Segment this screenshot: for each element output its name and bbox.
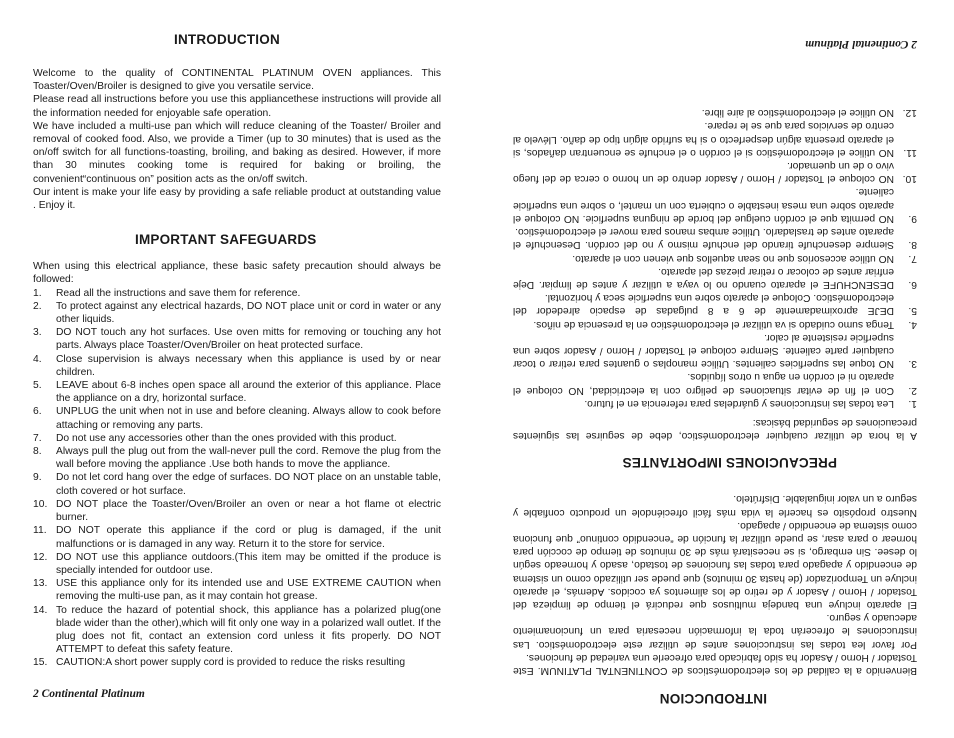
item-text: Always pull the plug out from the wall-never pull the cord. Remove the plug from the wall before moving the appliance .Use both hands to move the appliance. <box>56 446 441 471</box>
item-text: CAUTION:A short power supply cord is provided to reduce the risks resulting <box>56 657 406 669</box>
right-page <box>477 0 954 738</box>
list-item <box>513 119 917 159</box>
list-item <box>33 353 441 379</box>
upside-down-content <box>477 0 954 738</box>
list-item <box>513 159 917 185</box>
item-text: DO NOT use this appliance outdoors.(This item may be omitted if the produce is specially intended for outdoor use. <box>56 551 441 576</box>
list-item <box>33 405 441 431</box>
item-text: To protect against any electrical hazards, DO NOT place unit or cord in water or any other liquids. <box>56 300 441 326</box>
page-folio: 2 Continental Platinum <box>805 38 917 50</box>
list-item <box>33 326 441 352</box>
item-number: 8. <box>33 446 42 458</box>
item-text: DO NOT touch any hot surfaces. Use oven mitts for removing or touching any hot parts. Always place Toaster/Oven/Broiler on heat protected surface. <box>56 327 441 352</box>
item-number: 7. <box>33 432 42 444</box>
item-text: NO utilice el electrodoméstico al aire libre. <box>701 107 894 119</box>
item-number: 9. <box>33 472 42 484</box>
list-item <box>33 287 441 300</box>
item-text: Do not use any accessories other than the ones provided with this product. <box>56 432 397 444</box>
list-item <box>33 379 441 405</box>
list-item <box>513 331 917 371</box>
item-text: To reduce the hazard of potential shock, this appliance has a polarized plug(one blade wider than the other),which will fit only one way in a polarized wall outlet. If the plug does not fit, contact an extension cord unless it fits properly. DO NOT ATTEMPT to defeat this safety feature. <box>56 604 441 656</box>
list-item <box>513 225 917 251</box>
item-text: DO NOT operate this appliance if the cord or plug is damaged, if the unit malfunctions or is damaged in any way. Return it to the store for service. <box>56 525 441 550</box>
item-text: DESENCHUFE el aparato cuando no lo vaya a utilizar y antes de limpiar. Deje enfriar antes de colocar o retirar piezas del aparato. <box>513 265 894 290</box>
precauciones-list <box>513 106 917 410</box>
item-text: Tenga sumo cuidado si va utilizar el electrodoméstico en la presencia de niños. <box>533 318 894 330</box>
item-number: 6. <box>33 406 42 418</box>
safeguards-body <box>33 260 441 669</box>
intro-paragraph: Please read all instructions before you use this appliancethese instructions will provide all the information needed for enjoyable safe operation. <box>33 94 441 119</box>
item-number: 1. <box>33 287 42 299</box>
item-number: 2. <box>908 384 917 396</box>
item-text: NO toque las superficies calientes. Utilice manoplas o guantes para retirar o tocar cualquier parte caliente. Siempre coloque el Tostador / Horno / Asador sobre una superficie resistente al calor. <box>513 331 894 370</box>
list-item <box>513 185 917 225</box>
list-item <box>33 445 441 471</box>
item-text: USE this appliance only for its intended use and USE EXTREME CAUTION when removing the multi-use pan, as it may contain hot grease. <box>56 578 441 603</box>
intro-paragraph: El aparato incluye una bandeja multiusos que reducirá el tiempo de limpieza del Tostador / Horno / Asador y de retiro de los alimentos ya cocidos. Además, el aparato incluye un Temporizador (de hasta 30 minutos) que puede ser utilizado como un sistema de encendido y apagado para todas las funciones de tostado, asado y horneado según lo desee. Sin embargo, si se necesitará más de 30 minutos de tiempo de cocción para hornear o para asar, se puede utilizar la función de “encendido continuo” que funciona como sistema de encendido / apagado. <box>513 519 917 610</box>
list-item <box>513 370 917 396</box>
item-text: NO utilice accesorios que no sean aquellos que vienen con el aparato. <box>572 252 894 264</box>
item-number: 1. <box>908 397 917 409</box>
item-number: 4. <box>33 353 42 365</box>
item-number: 6. <box>908 278 917 290</box>
intro-paragraph: Nuestro propósito es hacerle la vida más fácil ofreciéndole un producto confiable y seguro a un valor inigualable. Disfrútelo. <box>513 493 917 518</box>
intro-paragraph: Bienvenido a la calidad de los electrodomésticos de CONTINENTAL PLATINUM. Este Tostador / Horno / Asador ha sido fabricado para ofrecerle una variedad de funciones. <box>513 651 917 676</box>
item-number: 3. <box>33 327 42 339</box>
item-text: NO permita que el cordón cuelgue del borde de ninguna superficie. NO coloque el aparato sobre una mesa inestable o cubierta con un mantel, o sobre una superficie caliente. <box>513 186 894 224</box>
safeguards-intro: When using this electrical appliance, these basic safety precaution should always be followed: <box>33 261 441 286</box>
intro-paragraph: Por favor lea todas las instrucciones antes de utilizar este electrodoméstico. Las instrucciones le ofrecerán toda la información necesaria para un funcionamiento adecuado y seguro. <box>513 612 917 650</box>
introduccion-body <box>513 492 917 677</box>
safeguards-heading: IMPORTANT SAFEGUARDS <box>135 232 317 248</box>
intro-paragraph: Welcome to the quality of CONTINENTAL PLATINUM OVEN appliances. This Toaster/Oven/Broiler is designed to give you versatile service. <box>33 68 441 93</box>
item-text: DEJE aproximadamente de 6 a 8 pulgadas de espacio alrededor del electrodoméstico. Coloque el aparato sobre una superficie seca y horizontal. <box>513 292 894 317</box>
item-number: 14. <box>33 604 48 616</box>
safeguards-list <box>33 287 441 670</box>
list-item <box>513 317 917 330</box>
page-folio: 2 Continental Platinum <box>33 688 145 700</box>
list-item <box>513 251 917 264</box>
list-item <box>33 498 441 524</box>
item-text: Read all the instructions and save them for reference. <box>56 287 301 299</box>
list-item <box>513 291 917 317</box>
item-text: Con el fin de evitar situaciones de peligro con la electricidad, NO coloque el aparato ni el cordón en agua u otros líquidos. <box>513 371 894 396</box>
item-text: Do not let cord hang over the edge of surfaces. DO NOT place on an unstable table, cloth covered or hot surface. <box>56 472 441 497</box>
item-text: UNPLUG the unit when not in use and before cleaning. Always allow to cook before attaching or removing any parts. <box>56 406 441 431</box>
item-text: Lea todas las instrucciones y guárdelas para referencia en el futuro. <box>584 397 894 409</box>
item-number: 3. <box>908 358 917 370</box>
item-number: 11. <box>903 146 917 158</box>
item-text: NO utilice el electrodoméstico si el cordón o el enchufe se encuentran dañados, si el aparato presenta algún desperfecto o si ha sufrido algún tipo de daño. Llévelo al centro de servicios para que se le repare. <box>513 120 894 158</box>
intro-paragraph: Our intent is make your life easy by providing a safe reliable product at outstanding value . Enjoy it. <box>33 186 441 212</box>
item-number: 5. <box>33 380 42 392</box>
list-item <box>33 604 441 657</box>
list-item <box>33 551 441 577</box>
item-number: 11. <box>33 525 47 537</box>
item-number: 12. <box>33 551 48 563</box>
precauciones-heading: PRECAUCIONES IMPORTANTES <box>622 455 837 471</box>
list-item <box>513 265 917 291</box>
item-number: 10. <box>902 173 917 185</box>
item-text: Close supervision is always necessary when this appliance is used by or near children. <box>56 353 441 378</box>
introduction-heading: INTRODUCTION <box>174 32 280 47</box>
item-text: LEAVE about 6-8 inches open space all around the exterior of this appliance. Place the appliance on a dry, horizontal surface. <box>56 380 441 405</box>
precauciones-body <box>513 106 917 442</box>
item-number: 2. <box>33 300 42 312</box>
safeguards-intro: A la hora de utilizar cualquier electrodoméstico, debe de seguirse las siguientes precauciones de seguridad básicas: <box>513 416 917 442</box>
introduccion-heading: INTRODUCCION <box>659 691 767 706</box>
list-item <box>33 471 441 497</box>
item-text: Siempre desenchufe tirando del enchufe mismo y no del cordón. Desenchufe el aparato antes de trasladarlo. Utilice ambas manos para mover el electrodoméstico. <box>513 226 894 251</box>
item-number: 15. <box>33 657 48 669</box>
item-number: 5. <box>908 305 917 317</box>
item-text: NO coloque el Tostador / Horno / Asador dentro de un horno o cerca de del fuego vivo o de un quemador. <box>513 160 894 185</box>
item-number: 9. <box>908 212 917 224</box>
list-item <box>33 432 441 445</box>
item-number: 13. <box>33 578 48 590</box>
list-item <box>33 656 441 669</box>
item-number: 8. <box>908 239 917 251</box>
item-number: 10. <box>33 498 48 510</box>
introduction-body <box>33 67 441 212</box>
list-item <box>513 106 917 119</box>
item-number: 12. <box>902 107 917 119</box>
item-number: 7. <box>908 252 917 264</box>
list-item <box>513 397 917 410</box>
list-item <box>33 300 441 326</box>
item-text: DO NOT place the Toaster/Oven/Broiler an oven or near a hot flame ot electric burner. <box>56 498 441 524</box>
list-item <box>33 577 441 603</box>
item-number: 4. <box>908 318 917 330</box>
list-item <box>33 524 441 550</box>
intro-paragraph: We have included a multi-use pan which will reduce cleaning of the Toaster/ Broiler and removal of cooked food. Also, we provide a Timer (up to 30 minutes) that is used as the on/off switch for all functions-toasting, broiling, and baking as desired. However, if more than 30 minutes cooking tome is required for baking or broiling, the convenient“continuous on” position acts as the on/off switch. <box>33 120 441 185</box>
